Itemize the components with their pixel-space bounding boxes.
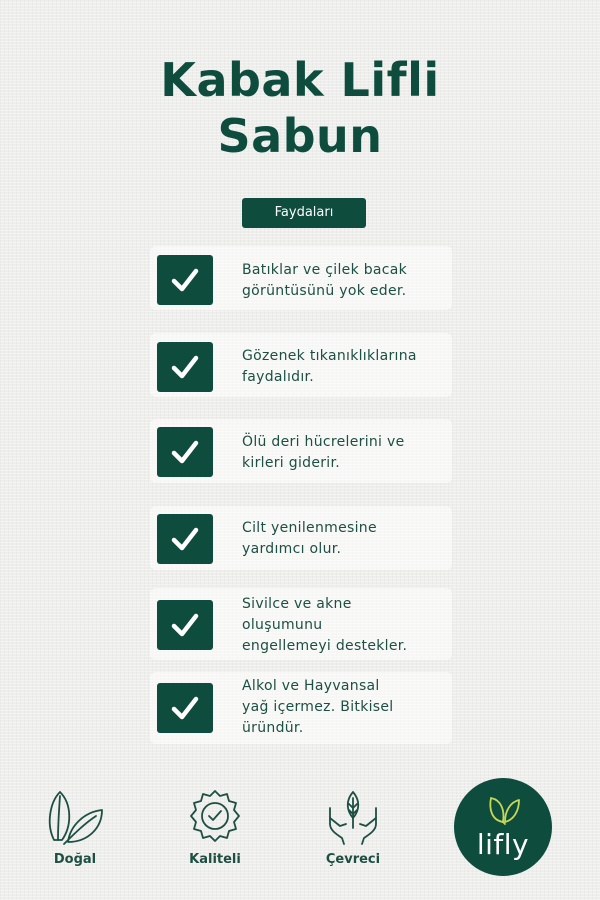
- check-icon: [157, 514, 213, 564]
- page-title: [0, 52, 600, 164]
- benefit-text: Gözenek tıkanıklıklarına faydalıdır.: [242, 348, 417, 385]
- logo-text: lifly: [476, 828, 530, 861]
- check-icon: [157, 427, 213, 477]
- hands-plant-icon: [322, 788, 384, 846]
- benefit-text: Ölü deri hücrelerini ve kirleri giderir.: [242, 434, 405, 471]
- feature-quality: [180, 788, 250, 867]
- lifly-logo: [454, 778, 552, 876]
- feature-label: Kaliteli: [189, 852, 241, 867]
- check-icon: [157, 342, 213, 392]
- title-line-1: Kabak Lifli: [160, 53, 440, 107]
- feature-label: Çevreci: [325, 852, 381, 867]
- benefit-text: Batıklar ve çilek bacak görüntüsünü yok eder.: [242, 262, 408, 299]
- feature-label: Doğal: [53, 852, 97, 867]
- leaves-icon: [44, 788, 106, 846]
- feature-natural: [40, 788, 110, 867]
- check-icon: [157, 683, 213, 733]
- benefit-text: Sivilce ve akne oluşumunu engellemeyi destekler.: [242, 596, 408, 654]
- benefit-text: Cilt yenilenmesine yardımcı olur.: [242, 520, 377, 557]
- benefit-text: Alkol ve Hayvansal yağ içermez. Bitkisel üründür.: [242, 678, 394, 736]
- title-line-2: Sabun: [217, 109, 383, 163]
- benefits-label: Faydaları: [242, 198, 366, 228]
- check-icon: [157, 600, 213, 650]
- leaf-icon: [487, 792, 521, 826]
- quality-badge-icon: [184, 788, 246, 846]
- check-icon: [157, 255, 213, 305]
- feature-eco: [318, 788, 388, 867]
